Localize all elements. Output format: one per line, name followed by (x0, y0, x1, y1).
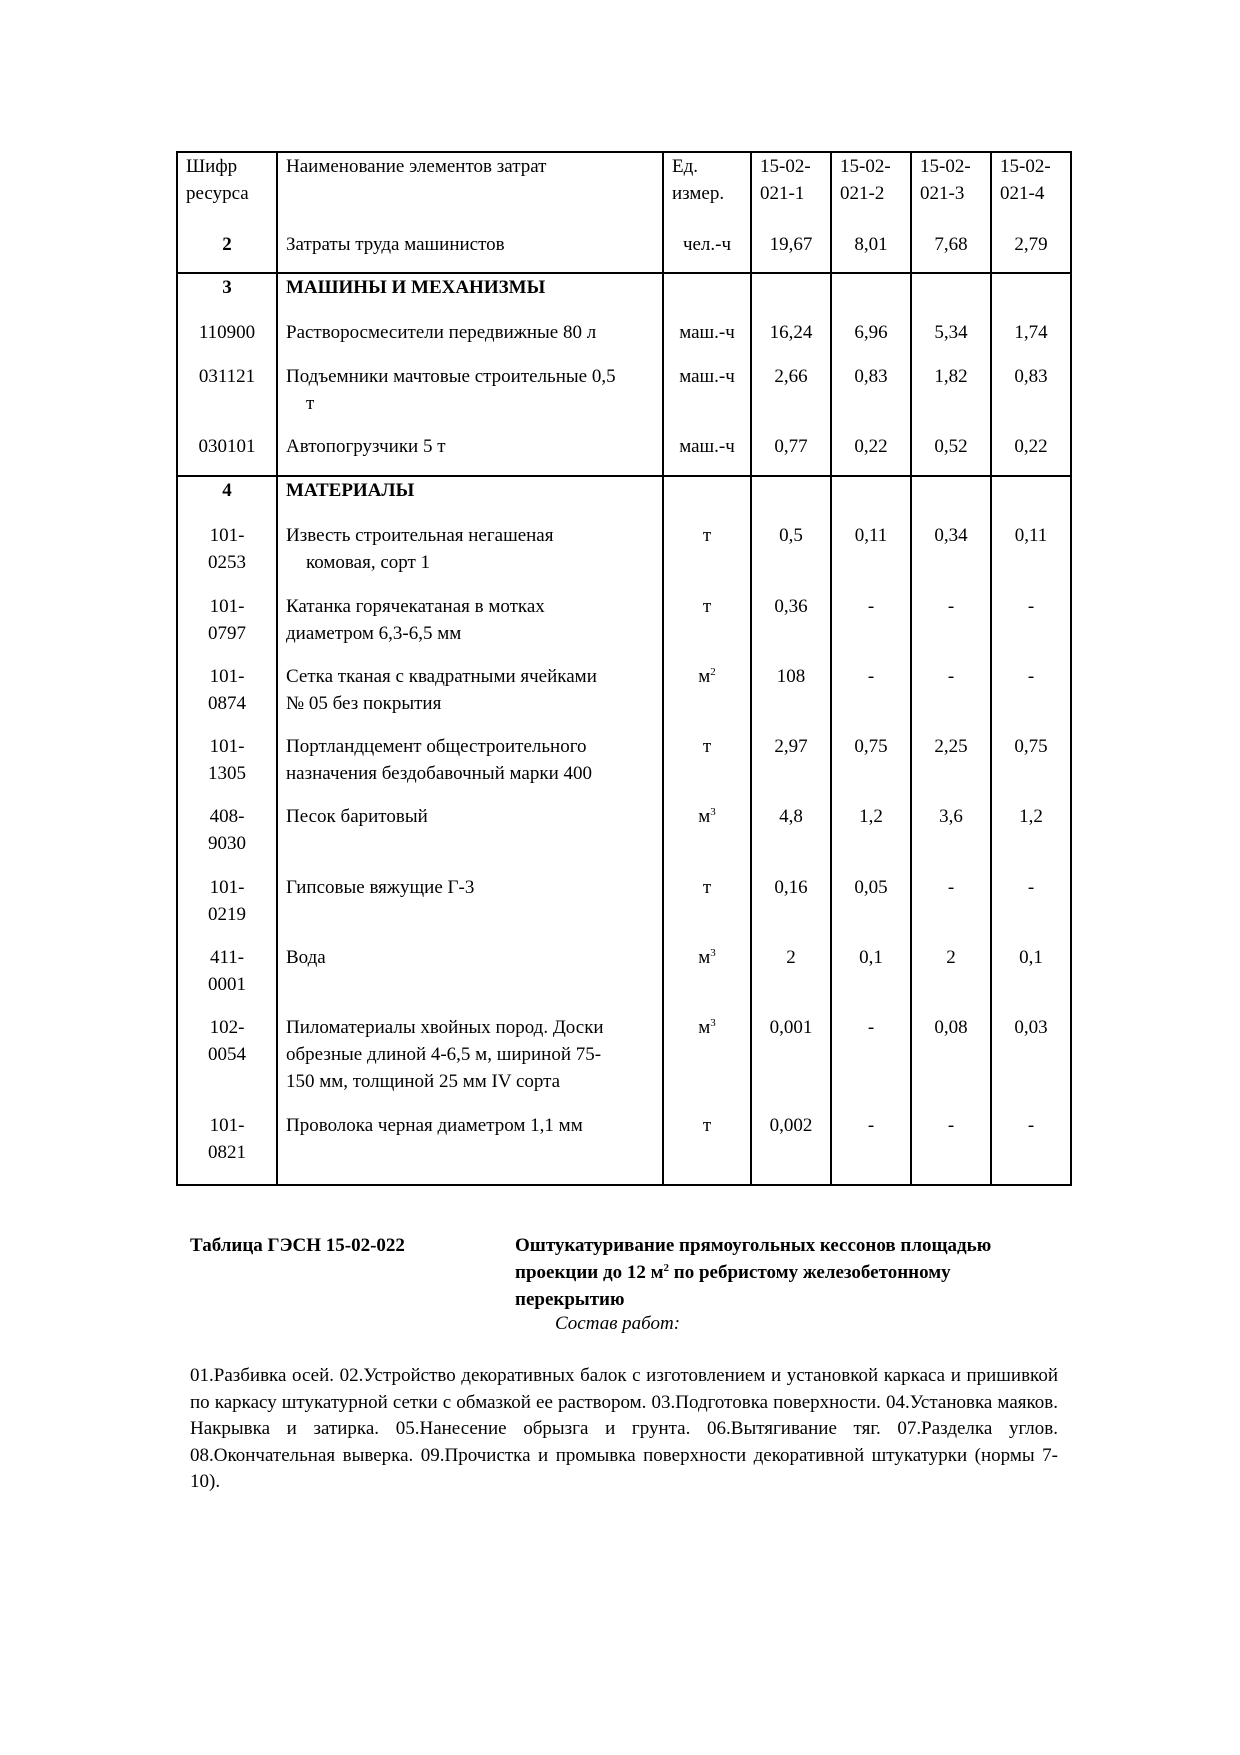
resource-unit (663, 803, 751, 874)
table-row (177, 733, 1071, 803)
code-part: 101- (209, 877, 245, 898)
resource-value: 1,74 (991, 319, 1071, 363)
resource-code (177, 874, 277, 944)
resource-name: Растворосмесители передвижные 80 л (277, 319, 663, 363)
name-line: назначения бездобавочный марки 400 (286, 763, 593, 784)
resource-value: 0,22 (831, 433, 911, 476)
table-header-row (177, 152, 1071, 231)
name-line: № 05 без покрытия (286, 693, 442, 714)
resource-value: 0,5 (751, 522, 831, 593)
resource-name (277, 593, 663, 663)
code-part: 1305 (208, 763, 246, 784)
labor-unit: чел.-ч (663, 231, 751, 273)
resource-name (277, 663, 663, 733)
code-part: 102- (209, 1017, 245, 1038)
resource-unit: т (663, 522, 751, 593)
code-part: 0821 (208, 1142, 246, 1163)
materials-section-row (177, 476, 1071, 522)
resource-value: 0,002 (751, 1112, 831, 1185)
name-line: комовая, сорт 1 (306, 552, 431, 573)
table-reference: Таблица ГЭСН 15-02-022 (190, 1235, 405, 1256)
unit-exponent: 3 (710, 947, 716, 959)
resource-value: 108 (751, 663, 831, 733)
code-part: 0797 (208, 623, 246, 644)
name-line: обрезные длиной 4-6,5 м, шириной 75- (286, 1044, 602, 1065)
machines-section-code: 3 (177, 273, 277, 319)
resource-value: 2,66 (751, 363, 831, 433)
code-part: 101- (209, 666, 245, 687)
resource-code (177, 733, 277, 803)
composition-title: Состав работ: (555, 1313, 681, 1334)
resource-value: - (911, 593, 991, 663)
resource-value: 0,11 (991, 522, 1071, 593)
resource-value: 5,34 (911, 319, 991, 363)
resource-value: 0,34 (911, 522, 991, 593)
title-text: по ребристому железобетонному перекрытию (515, 1262, 951, 1310)
resource-unit: т (663, 874, 751, 944)
code-part: 101- (209, 736, 245, 757)
composition-text: 01.Разбивка осей. 02.Устройство декоративных балок с изготовлением и установкой каркаса и пришивкой по каркасу штукатурной сетки с обмазкой ее раствором. 03.Подготовка поверхности. 04.Установка маяков. Накрывка и затирка. 05.Нанесение обрызга и грунта. 06.Вытягивание тяг. 07.Разделка углов. 08.Окончательная выверка. 09.Прочистка и промывка поверхности декоративной штукатурки (нормы 7-10). (190, 1365, 1058, 1492)
resource-unit: маш.-ч (663, 363, 751, 433)
resource-unit (663, 944, 751, 1014)
title-text: Оштукатуривание прямоугольных кессонов площадью проекции до 12 м (515, 1235, 992, 1283)
header-col-4: 15-02-021-4 (991, 152, 1071, 231)
code-part: 411- (209, 947, 245, 968)
resource-value: 16,24 (751, 319, 831, 363)
resource-value: - (911, 874, 991, 944)
header-col-3: 15-02-021-3 (911, 152, 991, 231)
resource-unit (663, 1014, 751, 1112)
resource-value: 6,96 (831, 319, 911, 363)
table-row (177, 433, 1071, 476)
table-row (177, 803, 1071, 874)
machines-section-row (177, 273, 1071, 319)
resource-unit: т (663, 1112, 751, 1185)
resource-code (177, 803, 277, 874)
labor-value-3: 7,68 (911, 231, 991, 273)
resource-code (177, 1014, 277, 1112)
resource-code (177, 944, 277, 1014)
resource-code (177, 1112, 277, 1185)
resource-value: 2 (911, 944, 991, 1014)
resource-value: 0,03 (991, 1014, 1071, 1112)
code-part: 0001 (208, 974, 246, 995)
resource-unit: т (663, 733, 751, 803)
labor-value-2: 8,01 (831, 231, 911, 273)
resource-code (177, 522, 277, 593)
unit-exponent: 3 (710, 806, 716, 818)
resource-value: 0,75 (831, 733, 911, 803)
labor-row (177, 231, 1071, 273)
labor-code: 2 (177, 231, 277, 273)
resource-name (277, 1014, 663, 1112)
resource-name: Песок баритовый (277, 803, 663, 874)
resource-value: - (991, 1112, 1071, 1185)
resource-value: 0,08 (911, 1014, 991, 1112)
code-part: 101- (209, 1115, 245, 1136)
labor-value-1: 19,67 (751, 231, 831, 273)
resource-value: 0,05 (831, 874, 911, 944)
name-line: диаметром 6,3-6,5 мм (286, 623, 462, 644)
code-part: 101- (209, 596, 245, 617)
name-line: Подъемники мачтовые строительные 0,5 (286, 366, 616, 387)
table-row (177, 663, 1071, 733)
unit-base: м (698, 806, 711, 827)
resource-value: 4,8 (751, 803, 831, 874)
table-title (515, 1232, 1055, 1313)
resource-value: - (911, 1112, 991, 1185)
name-line: 150 мм, толщиной 25 мм IV сорта (286, 1071, 561, 1092)
table-row (177, 522, 1071, 593)
resource-value: - (831, 1112, 911, 1185)
resource-value: 0,83 (991, 363, 1071, 433)
unit-base: м (698, 947, 711, 968)
title-exponent: 2 (663, 1262, 670, 1274)
name-line: Сетка тканая с квадратными ячейками (286, 666, 597, 687)
resource-name: Вода (277, 944, 663, 1014)
code-part: 0054 (208, 1044, 246, 1065)
labor-value-4: 2,79 (991, 231, 1071, 273)
resource-value: 0,11 (831, 522, 911, 593)
resource-code: 031121 (177, 363, 277, 433)
table-row (177, 593, 1071, 663)
unit-exponent: 3 (710, 1017, 716, 1029)
name-line: Известь строительная негашеная (286, 525, 554, 546)
resource-value: 0,83 (831, 363, 911, 433)
table-row (177, 319, 1071, 363)
resource-value: - (831, 1014, 911, 1112)
header-col-2: 15-02-021-2 (831, 152, 911, 231)
resource-value: - (831, 663, 911, 733)
name-line: Катанка горячекатаная в мотках (286, 596, 545, 617)
name-line: Пиломатериалы хвойных пород. Доски (286, 1017, 604, 1038)
resource-code: 030101 (177, 433, 277, 476)
resource-value: - (991, 874, 1071, 944)
resource-value: 0,36 (751, 593, 831, 663)
unit-base: м (698, 1017, 711, 1038)
unit-base: м (698, 666, 711, 687)
resource-name (277, 733, 663, 803)
resource-value: 1,82 (911, 363, 991, 433)
table-row (177, 1014, 1071, 1112)
table-row (177, 874, 1071, 944)
resource-value: 0,16 (751, 874, 831, 944)
resource-value: 0,22 (991, 433, 1071, 476)
materials-section-title: МАТЕРИАЛЫ (277, 476, 663, 522)
name-line: Портландцемент общестроительного (286, 736, 587, 757)
resource-unit (663, 663, 751, 733)
resource-value: 3,6 (911, 803, 991, 874)
code-part: 0253 (208, 552, 246, 573)
resource-unit: т (663, 593, 751, 663)
resource-value: 2,97 (751, 733, 831, 803)
resource-value: - (831, 593, 911, 663)
table-row (177, 1112, 1071, 1185)
resource-value: - (991, 593, 1071, 663)
unit-exponent: 2 (710, 666, 716, 678)
resource-name: Проволока черная диаметром 1,1 мм (277, 1112, 663, 1185)
table-row (177, 363, 1071, 433)
resource-value: 0,52 (911, 433, 991, 476)
code-part: 101- (209, 525, 245, 546)
resource-code (177, 663, 277, 733)
resource-value: 0,75 (991, 733, 1071, 803)
resource-unit: маш.-ч (663, 319, 751, 363)
resource-value: 0,001 (751, 1014, 831, 1112)
resource-value: 0,77 (751, 433, 831, 476)
resource-table (176, 151, 1072, 1186)
resource-value: 2,25 (911, 733, 991, 803)
name-line: т (306, 393, 315, 414)
machines-section-title: МАШИНЫ И МЕХАНИЗМЫ (277, 273, 663, 319)
header-col-1: 15-02-021-1 (751, 152, 831, 231)
code-part: 0874 (208, 693, 246, 714)
code-part: 0219 (208, 904, 246, 925)
resource-value: 0,1 (831, 944, 911, 1014)
header-unit: Ед. измер. (663, 152, 751, 231)
resource-value: 0,1 (991, 944, 1071, 1014)
table-row (177, 944, 1071, 1014)
resource-value: 1,2 (991, 803, 1071, 874)
resource-code: 110900 (177, 319, 277, 363)
resource-value: 2 (751, 944, 831, 1014)
labor-name: Затраты труда машинистов (277, 231, 663, 273)
header-name: Наименование элементов затрат (277, 152, 663, 231)
code-part: 9030 (208, 833, 246, 854)
resource-name: Гипсовые вяжущие Г-3 (277, 874, 663, 944)
resource-name: Автопогрузчики 5 т (277, 433, 663, 476)
resource-code (177, 593, 277, 663)
resource-value: - (911, 663, 991, 733)
materials-section-code: 4 (177, 476, 277, 522)
resource-value: 1,2 (831, 803, 911, 874)
resource-name (277, 522, 663, 593)
header-code: Шифр ресурса (177, 152, 277, 231)
resource-value: - (991, 663, 1071, 733)
resource-name (277, 363, 663, 433)
resource-unit: маш.-ч (663, 433, 751, 476)
code-part: 408- (209, 806, 245, 827)
